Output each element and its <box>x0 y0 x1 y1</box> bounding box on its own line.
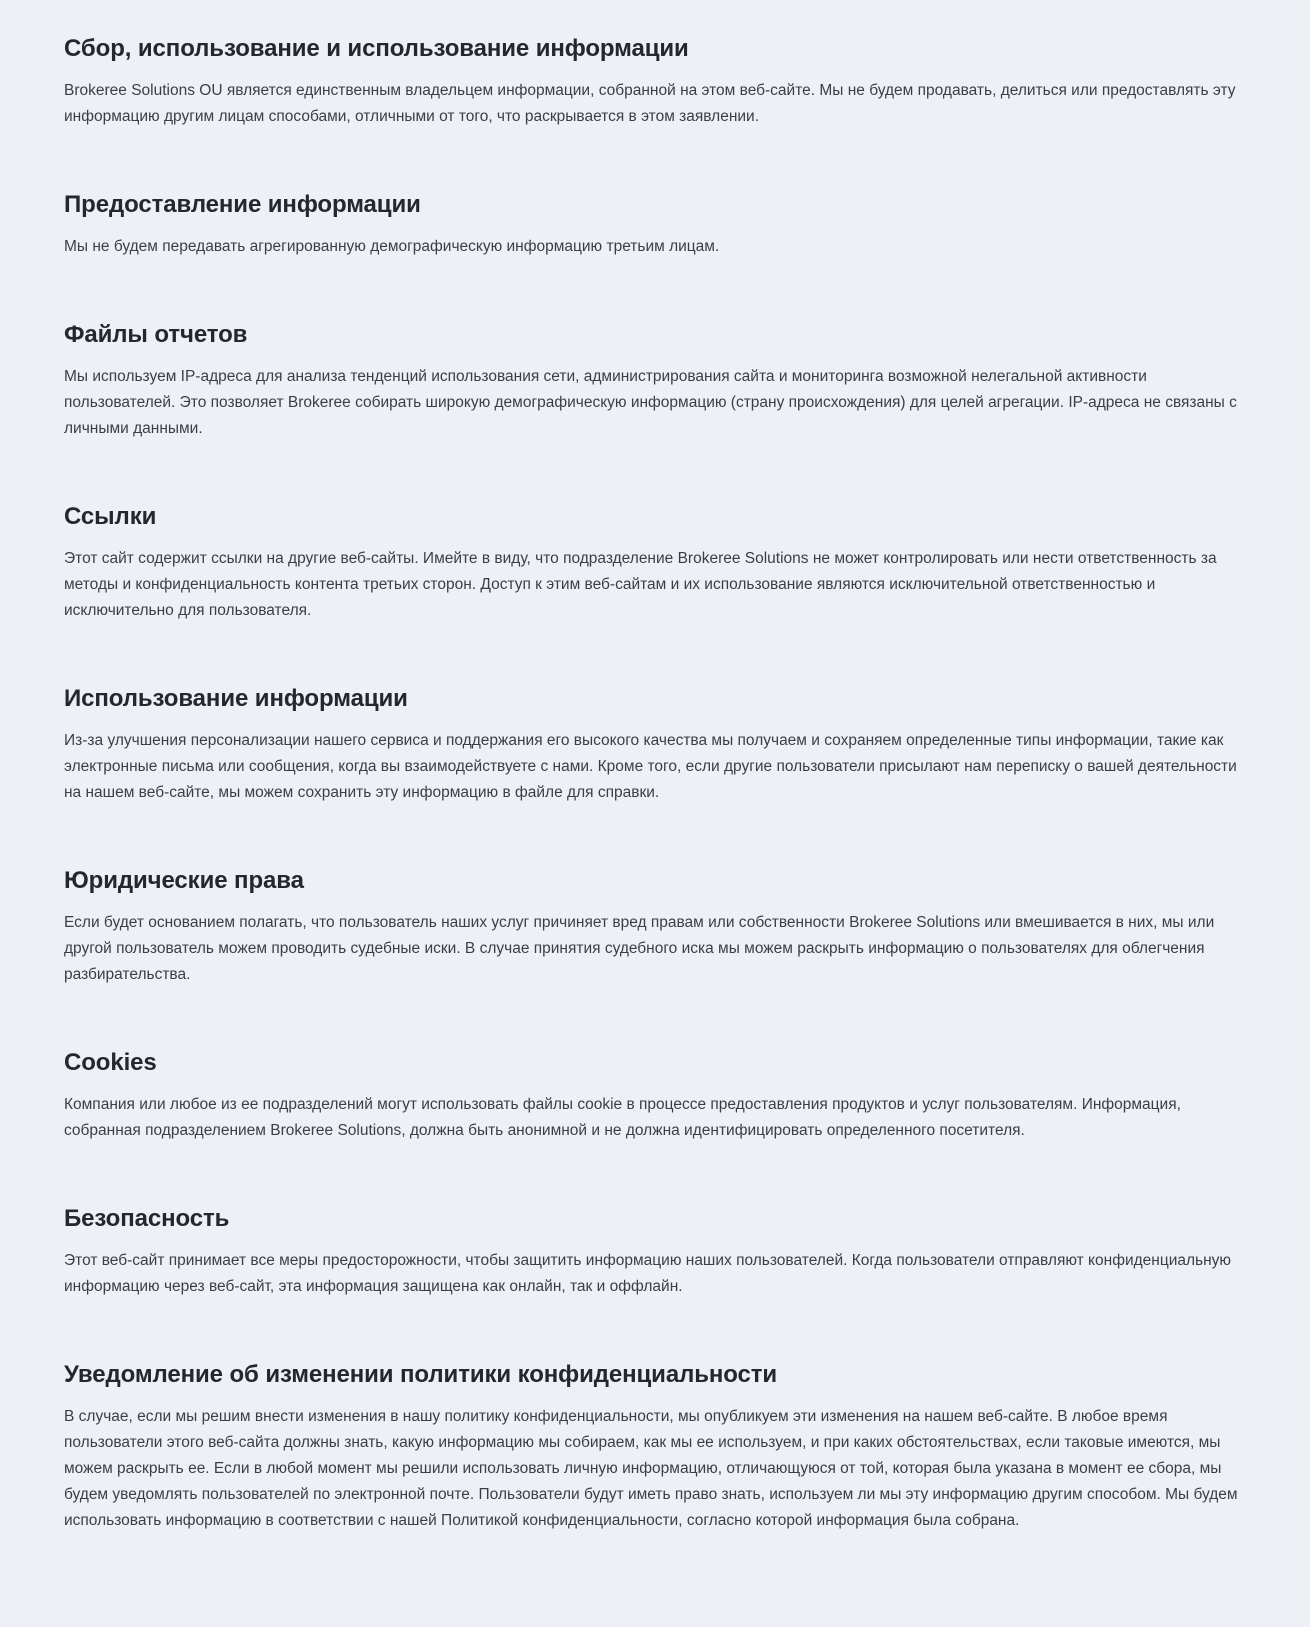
section-title: Безопасность <box>64 1205 230 1232</box>
section-security <box>64 1204 1246 1300</box>
section-spacer <box>64 1300 1246 1360</box>
section-text: Из-за улучшения персонализации нашего сервиса и поддержания его высокого качества мы получаем и сохраняем определенные типы информации, такие как электронные письма или сообщения, когда вы взаимодействуете с нами. Кроме того, если другие пользователи присылают нам переписку о вашей деятельности на нашем веб-сайте, мы можем сохранить эту информацию в файле для справки. <box>64 732 1237 801</box>
section-text: Если будет основанием полагать, что пользователь наших услуг причиняет вред правам или собственности Brokeree Solutions или вмешивается в них, мы или другой пользователь можем проводить судебные иски. В случае принятия судебного иска мы можем раскрыть информацию о пользователях для облегчения разбирательства. <box>64 914 1215 983</box>
section-text: В случае, если мы решим внести изменения в нашу политику конфиденциальности, мы опубликуем эти изменения на нашем веб-сайте. В любое время пользователи этого веб-сайта должны знать, какую информацию мы собираем, как мы ее используем, и при каких обстоятельствах, если таковые имеются, мы можем раскрыть ее. Если в любой момент мы решили использовать личную информацию, отличающуюся от той, которая была указана в момент ее сбора, мы будем уведомлять пользователей по электронной почте. Пользователи будут иметь право знать, используем ли мы эту информацию другим способом. Мы будем использовать информацию в соответствии с нашей Политикой конфиденциальности, согласно которой информация была собрана. <box>64 1408 1238 1529</box>
section-title: Ссылки <box>64 503 157 530</box>
section-title: Файлы отчетов <box>64 321 248 348</box>
section-information-use <box>64 684 1246 806</box>
section-title: Уведомление об изменении политики конфиденциальности <box>64 1361 778 1388</box>
section-spacer <box>64 806 1246 866</box>
section-text: Мы не будем передавать агрегированную демографическую информацию третьим лицам. <box>64 238 720 255</box>
section-information-sharing <box>64 190 1246 260</box>
section-title: Сбор, использование и использование информации <box>64 35 689 62</box>
section-spacer <box>64 1144 1246 1204</box>
section-log-files <box>64 320 1246 442</box>
section-text: Этот веб-сайт принимает все меры предосторожности, чтобы защитить информацию наших пользователей. Когда пользователи отправляют конфиденциальную информацию через веб-сайт, эта информация защищена как онлайн, так и оффлайн. <box>64 1252 1232 1295</box>
section-links <box>64 502 1246 624</box>
section-title: Юридические права <box>64 867 304 894</box>
section-title: Предоставление информации <box>64 191 421 218</box>
section-title: Использование информации <box>64 685 408 712</box>
section-legal-rights <box>64 866 1246 988</box>
section-title: Cookies <box>64 1049 157 1076</box>
section-text: Компания или любое из ее подразделений могут использовать файлы cookie в процессе предоставления продуктов и услуг пользователям. Информация, собранная подразделением Brokeree Solutions, должна быть анонимной и не должна идентифицировать определенного посетителя. <box>64 1096 1181 1139</box>
section-text: Мы используем IP-адреса для анализа тенденций использования сети, администрирования сайта и мониторинга возможной нелегальной активности пользователей. Это позволяет Brokeree собирать широкую демографическую информацию (страну происхождения) для целей агрегации. IP-адреса не связаны с личными данными. <box>64 368 1237 437</box>
section-text: Этот сайт содержит ссылки на другие веб-сайты. Имейте в виду, что подразделение Brokeree Solutions не может контролировать или нести ответственность за методы и конфиденциальность контента третьих сторон. Доступ к этим веб-сайтам и их использование являются исключительной ответственностью и исключительно для пользователя. <box>64 550 1217 619</box>
section-spacer <box>64 624 1246 684</box>
section-spacer <box>64 988 1246 1048</box>
section-information-collection <box>64 34 1246 130</box>
section-spacer <box>64 442 1246 502</box>
section-policy-changes <box>64 1360 1246 1534</box>
section-text: Brokeree Solutions OU является единственным владельцем информации, собранной на этом веб-сайте. Мы не будем продавать, делиться или предоставлять эту информацию другим лицам способами, отличными от того, что раскрывается в этом заявлении. <box>64 82 1236 125</box>
section-cookies <box>64 1048 1246 1144</box>
section-spacer <box>64 260 1246 320</box>
section-spacer <box>64 130 1246 190</box>
